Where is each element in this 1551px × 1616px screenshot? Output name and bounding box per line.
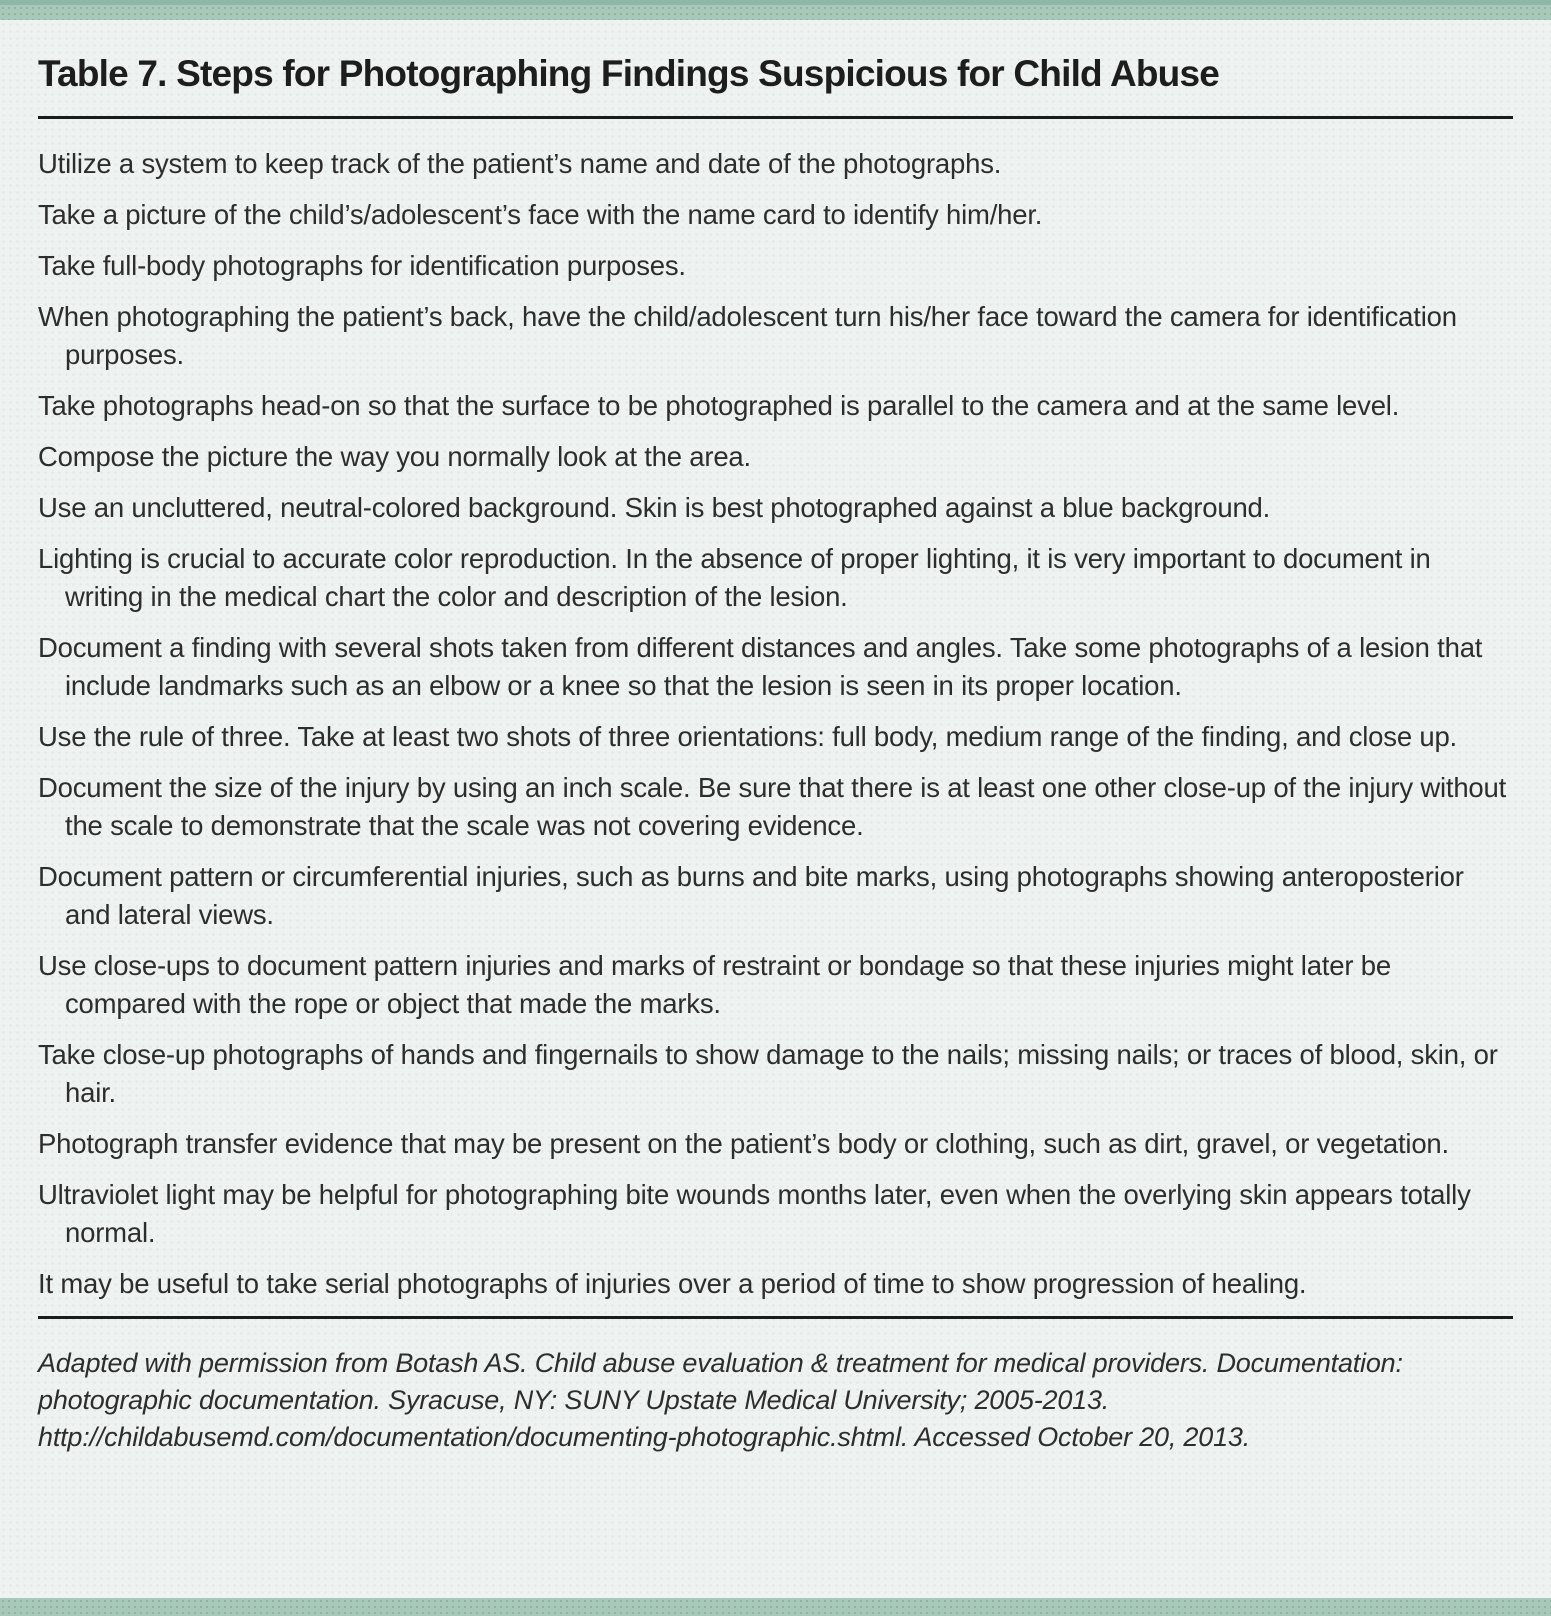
step-item: Take full-body photographs for identification purposes. bbox=[38, 250, 686, 281]
step-item: When photographing the patient’s back, have the child/adolescent turn his/her face toward the camera for identification purposes. bbox=[38, 301, 1457, 370]
step-item: It may be useful to take serial photographs of injuries over a period of time to show progression of healing. bbox=[38, 1268, 1307, 1299]
step-item: Use the rule of three. Take at least two shots of three orientations: full body, medium range of the finding, and close up. bbox=[38, 721, 1457, 752]
step-item: Photograph transfer evidence that may be present on the patient’s body or clothing, such as dirt, gravel, or vegetation. bbox=[38, 1128, 1449, 1159]
step-item: Compose the picture the way you normally look at the area. bbox=[38, 441, 751, 472]
step-item: Take close-up photographs of hands and fingernails to show damage to the nails; missing nails; or traces of blood, skin, or hair. bbox=[38, 1039, 1498, 1108]
step-item: Ultraviolet light may be helpful for photographing bite wounds months later, even when the overlying skin appears totally normal. bbox=[38, 1179, 1471, 1248]
step-item: Lighting is crucial to accurate color reproduction. In the absence of proper lighting, it is very important to document in writing in the medical chart the color and description of the lesion. bbox=[38, 543, 1431, 612]
step-item: Take a picture of the child’s/adolescent’s face with the name card to identify him/her. bbox=[38, 199, 1043, 230]
step-item: Utilize a system to keep track of the patient’s name and date of the photographs. bbox=[38, 148, 1002, 179]
top-accent-bar bbox=[0, 0, 1551, 20]
step-item: Document a finding with several shots taken from different distances and angles. Take some photographs of a lesion that include landmarks such as an elbow or a knee so that the lesion is seen in its proper location. bbox=[38, 632, 1483, 701]
steps-list bbox=[38, 145, 1513, 1303]
step-item: Use close-ups to document pattern injuries and marks of restraint or bondage so that these injuries might later be compared with the rope or object that made the marks. bbox=[38, 950, 1391, 1019]
step-item: Use an uncluttered, neutral-colored background. Skin is best photographed against a blue background. bbox=[38, 492, 1271, 523]
table-content bbox=[38, 20, 1513, 1456]
title-divider bbox=[38, 116, 1513, 119]
bottom-accent-bar bbox=[0, 1598, 1551, 1616]
footer-divider bbox=[38, 1316, 1513, 1319]
step-item: Document the size of the injury by using an inch scale. Be sure that there is at least one other close-up of the injury without the scale to demonstrate that the scale was not covering evidence. bbox=[38, 772, 1507, 841]
table-title: Table 7. Steps for Photographing Findings Suspicious for Child Abuse bbox=[38, 53, 1220, 94]
step-item: Document pattern or circumferential injuries, such as burns and bite marks, using photographs showing anteroposterior and lateral views. bbox=[38, 861, 1464, 930]
step-item: Take photographs head-on so that the surface to be photographed is parallel to the camera and at the same level. bbox=[38, 390, 1400, 421]
citation-text: Adapted with permission from Botash AS. Child abuse evaluation & treatment for medical providers. Documentation: photographic documentation. Syracuse, NY: SUNY Upstate Medical University; 2005-2013. http://childabusemd.com/documentation/documenting-photographic.shtml. Accessed October 20, 2013. bbox=[38, 1348, 1403, 1452]
